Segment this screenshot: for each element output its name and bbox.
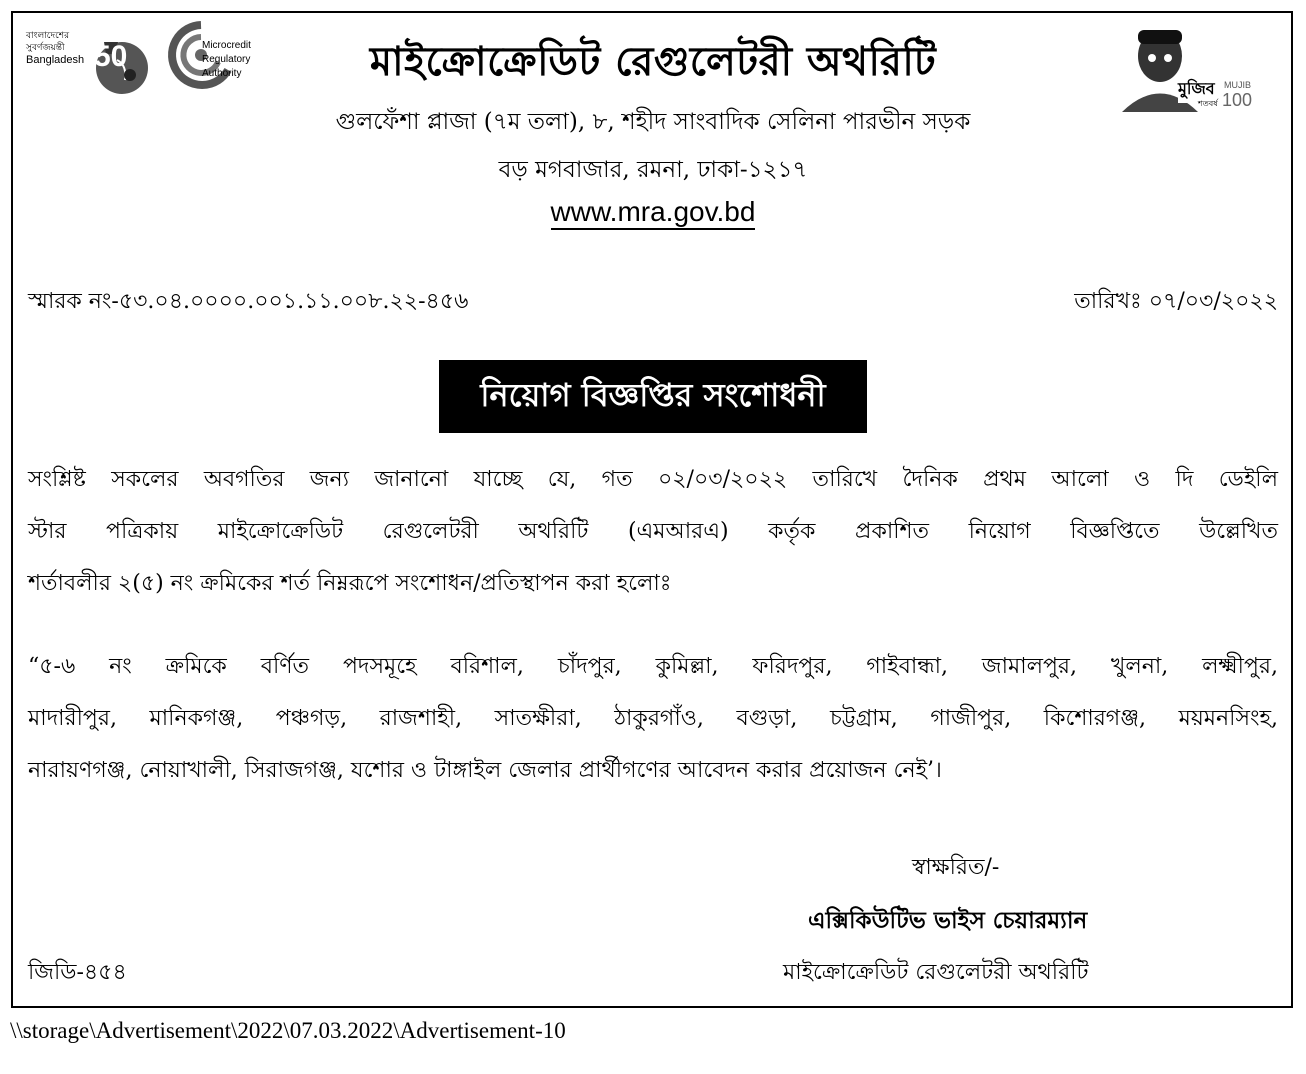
jubilee-word: Bangladesh: [26, 54, 85, 66]
mujib-english: MUJIB: [1224, 80, 1251, 90]
para2-line: মাদারীপুর, মানিকগঞ্জ, পঞ্চগড়, রাজশাহী, সাতক্ষীরা, ঠাকুরগাঁও, বগুড়া, চট্টগ্রাম, গাজীপুর, কিশোরগঞ্জ, ময়মনসিংহ,: [28, 706, 1278, 731]
banner-text: নিয়োগ বিজ্ঞপ্তির সংশোধনী: [480, 375, 826, 414]
jubilee-number: 50: [94, 40, 128, 73]
para1-line: স্টার পত্রিকায় মাইক্রোক্রেডিট রেগুলেটরী অথরিটি (এমআরএ) কর্তৃক প্রকাশিত নিয়োগ বিজ্ঞপ্তিতে উল্লেখিত: [28, 519, 1278, 544]
address-line-1: গুলফেঁশা প্লাজা (৭ম তলা), ৮, শহীদ সাংবাদিক সেলিনা পারভীন সড়ক: [335, 109, 971, 135]
mujib-number: 100: [1222, 90, 1253, 110]
organization-title: মাইক্রোক্রেডিট রেগুলেটরী অথরিটি: [369, 39, 937, 85]
jubilee-line1: বাংলাদেশের: [26, 31, 70, 41]
memo-date: তারিখঃ ০৭/০৩/২০২২: [1074, 289, 1278, 314]
jubilee-line2: সুবর্ণজয়ন্তী: [26, 43, 65, 53]
para1-line: সংশ্লিষ্ট সকলের অবগতির জন্য জানানো যাচ্ছে যে, গত ০২/০৩/২০২২ তারিখে দৈনিক প্রথম আলো ও দি ডেইলি: [28, 467, 1278, 492]
signatory-office: মাইক্রোক্রেডিট রেগুলেটরী অথরিটি: [783, 960, 1089, 985]
website-text[interactable]: www.mra.gov.bd: [551, 196, 756, 230]
mra-line2: Regulatory: [202, 54, 251, 65]
para2-line: “৫-৬ নং ক্রমিকে বর্ণিত পদসমূহে বরিশাল, চাঁদপুর, কুমিল্লা, ফরিদপুর, গাইবান্ধা, জামালপুর, খুলনা, লক্ষ্মীপুর,: [28, 654, 1278, 679]
mra-line1: Microcredit: [202, 40, 251, 51]
para1-line: শর্তাবলীর ২(৫) নং ক্রমিকের শর্ত নিম্নরূপে সংশোধন/প্রতিস্থাপন করা হলোঃ: [28, 571, 672, 596]
mujib-sub: শতবর্ষ: [1198, 99, 1218, 108]
website-link[interactable]: [0, 196, 1306, 228]
address-line-2: বড় মগবাজার, রমনা, ঢাকা-১২১৭: [498, 157, 808, 183]
notice-banner: [439, 360, 867, 433]
gd-number: জিডি-৪৫৪: [28, 960, 127, 985]
signed-text: স্বাক্ষরিত/-: [912, 855, 1000, 880]
file-path: \\storage\Advertisement\2022\07.03.2022\Advertisement-10: [10, 1018, 566, 1043]
para2-line: নারায়ণগঞ্জ, নোয়াখালী, সিরাজগঞ্জ, যশোর ও টাঙ্গাইল জেলার প্রার্থীগণের আবেদন করার প্রয়োজন নেই’।: [28, 758, 942, 783]
mra-line3: Authority: [202, 68, 242, 79]
memo-number: স্মারক নং-৫৩.০৪.০০০০.০০১.১১.০০৮.২২-৪৫৬: [28, 289, 469, 314]
mujib-bangla: মুজিব: [1178, 76, 1215, 103]
signatory-designation: এক্সিকিউটিভ ভাইস চেয়ারম্যান: [808, 908, 1088, 934]
